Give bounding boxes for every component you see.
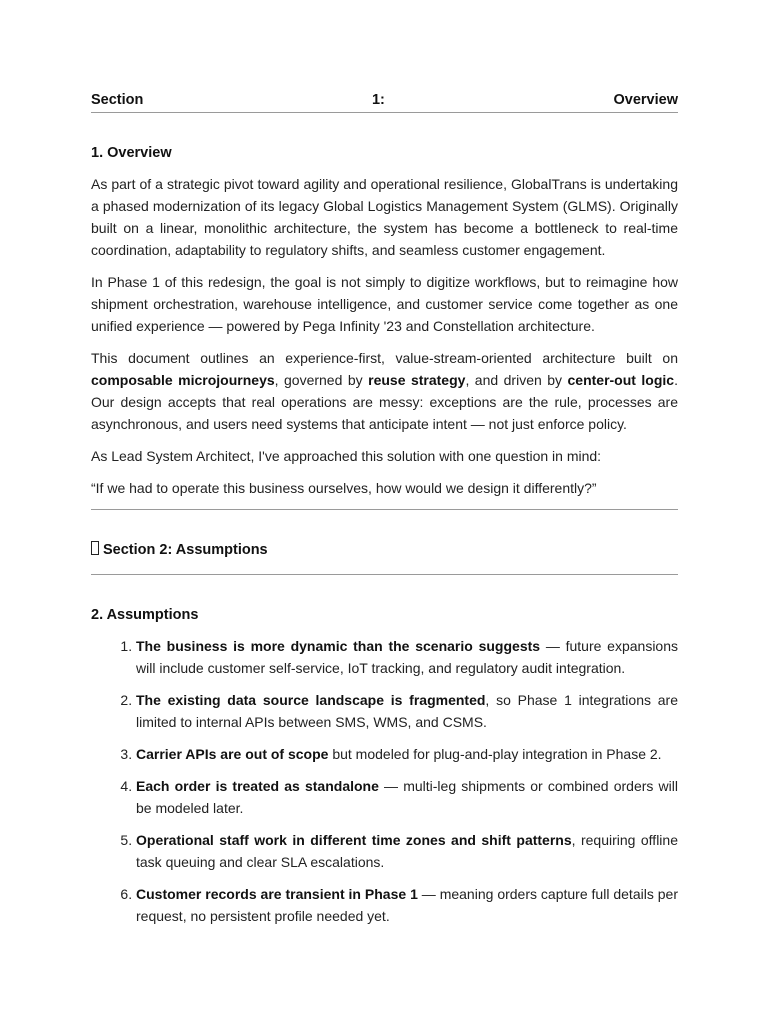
p3-bold-composable-microjourneys: composable microjourneys: [91, 372, 275, 388]
overview-paragraph-2: In Phase 1 of this redesign, the goal is not simply to digitize workflows, but to reimagine how shipment orchestration, warehouse intelligence, and customer service come together as one unified experience — powered by Pega Infinity '23 and Constellation architecture.: [91, 274, 678, 334]
p3-bold-reuse-strategy: reuse strategy: [368, 372, 466, 388]
p3-text-4: . Our design accepts that real operations are messy: exceptions are the rule, processes are asynchronous, and users need systems that anticipate intent — not just enforce policy.: [91, 372, 678, 432]
overview-paragraph-1: As part of a strategic pivot toward agility and operational resilience, GlobalTrans is undertaking a phased modernization of its legacy Global Logistics Management System (GLMS). Originally built on a linear, monolithic architecture, the system has become a bottleneck to real-time coordination, adaptability to regulatory shifts, and seamless customer engagement.: [91, 176, 678, 258]
p3-text-3: , and driven by: [465, 372, 568, 388]
assumption-3-bold: Carrier APIs are out of scope: [136, 746, 329, 762]
list-item: [136, 689, 678, 733]
p3-text-1: This document outlines an experience-first, value-stream-oriented architecture built on: [91, 350, 678, 366]
list-item: [136, 743, 678, 765]
list-item: [136, 635, 678, 679]
assumption-2-bold: The existing data source landscape is fragmented: [136, 692, 486, 708]
divider-bottom: [91, 574, 678, 575]
assumption-1-text: — future expansions will include customer self-service, IoT tracking, and regulatory audit integration.: [136, 638, 679, 676]
assumption-5-text: , requiring offline task queuing and clear SLA escalations.: [136, 832, 678, 870]
overview-heading: 1. Overview: [91, 145, 172, 161]
assumption-1-bold: The business is more dynamic than the scenario suggests: [136, 638, 541, 654]
list-item: [136, 829, 678, 873]
section-2-title: [91, 540, 678, 560]
assumption-3-text: but modeled for plug-and-play integration in Phase 2.: [328, 746, 662, 762]
list-item: [136, 775, 678, 819]
section-2-title-text: Section 2: Assumptions: [103, 542, 268, 558]
overview-paragraph-4: As Lead System Architect, I've approached this solution with one question in mind:: [91, 448, 602, 464]
header-center: 1:: [371, 92, 385, 108]
assumption-4-bold: Each order is treated as standalone: [136, 778, 379, 794]
assumption-5-bold: Operational staff work in different time zones and shift patterns: [136, 832, 572, 848]
assumption-2-text: , so Phase 1 integrations are limited to internal APIs between SMS, WMS, and CSMS.: [136, 692, 678, 730]
header-right: Overview: [613, 92, 678, 108]
assumption-6-bold: Customer records are transient in Phase 1: [136, 886, 418, 902]
assumption-4-text: — multi-leg shipments or combined orders will be modeled later.: [136, 778, 678, 816]
list-item: [136, 883, 678, 927]
assumptions-heading: 2. Assumptions: [91, 607, 199, 623]
header-left: Section: [91, 92, 144, 108]
p3-text-2: , governed by: [274, 372, 369, 388]
overview-paragraph-3: [91, 347, 678, 435]
assumption-6-text: — meaning orders capture full details per request, no persistent profile needed yet.: [136, 886, 678, 924]
divider-top: [91, 509, 678, 510]
missing-glyph-icon: [91, 541, 99, 555]
assumptions-list: [91, 635, 678, 927]
page-content: [91, 92, 678, 937]
overview-quote: “If we had to operate this business ourselves, how would we design it differently?”: [91, 480, 597, 496]
running-header: [91, 92, 678, 113]
p3-bold-center-out-logic: center-out logic: [567, 372, 675, 388]
